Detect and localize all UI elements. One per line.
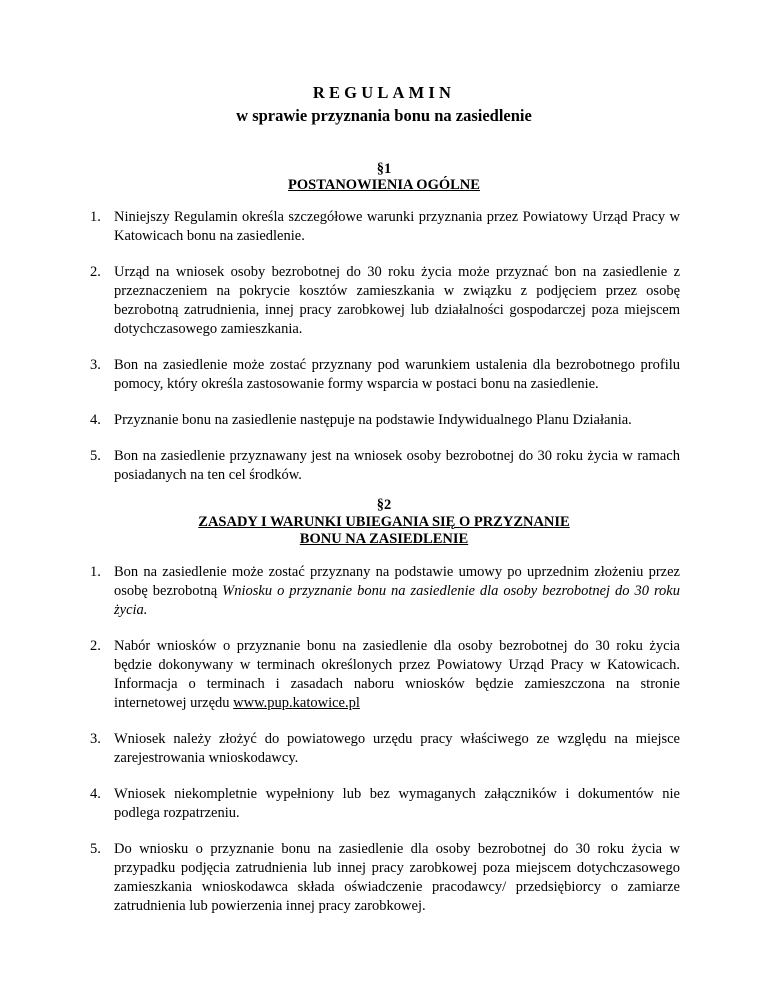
item-number: 2. (90, 638, 101, 654)
document-subtitle: w sprawie przyznania bonu na zasiedlenie (236, 106, 532, 125)
list-item (90, 785, 680, 823)
list-item (90, 730, 680, 768)
item-text: Przyznanie bonu na zasiedlenie następuje na podstawie Indywidualnego Planu Działania. (114, 412, 632, 428)
item-text: Urząd na wniosek osoby bezrobotnej do 30 roku życia może przyznać bon na zasiedlenie z przeznaczeniem na pokrycie kosztów zamieszkania w związku z podjęciem przez osobę bezrobotną zatrudnienia, innej pracy zarobkowej lub działalności gospodarczej poza miejscem dotychczasowego zamieszkania. (114, 264, 680, 337)
list-item (90, 263, 680, 339)
section-2-title-line-2 (0, 530, 768, 548)
document-title: REGULAMIN (312, 83, 456, 102)
item-number: 4. (90, 412, 101, 428)
item-text: Bon na zasiedlenie może zostać przyznany pod warunkiem ustalenia dla bezrobotnego profilu pomocy, który określa zastosowanie formy wsparcia w postaci bonu na zasiedlenie. (114, 357, 680, 392)
section-2-title-line-2-text: BONU NA ZASIEDLENIE (299, 531, 469, 547)
item-text: Do wniosku o przyznanie bonu na zasiedlenie dla osoby bezrobotnej do 30 roku życia w przypadku podjęcia zatrudnienia lub innej pracy zarobkowej poza miejscem dotychczasowego zamieszkania wnioskodawca składa oświadczenie pracodawcy/ przedsiębiorcy o zamiarze zatrudnienia lub powierzenia innej pracy zarobkowej. (114, 841, 680, 914)
section-2-title-line-1 (0, 513, 768, 531)
list-item (90, 840, 680, 916)
item-text: Nabór wniosków o przyznanie bonu na zasiedlenie dla osoby bezrobotnej do 30 roku życia będzie dokonywany w terminach określonych przez Powiatowy Urząd Pracy w Katowicach. Informacja o terminach i zasadach naboru wniosków będzie zamieszczona na stronie internetowej urzędu (114, 638, 680, 711)
section-2-title-line-1-text: ZASADY I WARUNKI UBIEGANIA SIĘ O PRZYZNANIE (198, 514, 570, 530)
section-1-list (90, 208, 680, 502)
item-number: 4. (90, 786, 101, 802)
list-item (90, 637, 680, 713)
item-number: 1. (90, 209, 101, 225)
item-number: 2. (90, 264, 101, 280)
list-item (90, 447, 680, 485)
list-item (90, 563, 680, 620)
section-2-list (90, 563, 680, 933)
item-text: Wniosek należy złożyć do powiatowego urzędu pracy właściwego ze względu na miejsce zarejestrowania wnioskodawcy. (114, 731, 680, 766)
item-text-italic: Wniosku o przyznanie bonu na zasiedlenie dla osoby bezrobotnej do 30 roku życia. (114, 583, 680, 618)
list-item (90, 411, 680, 430)
item-text: Bon na zasiedlenie może zostać przyznany na podstawie umowy po uprzednim złożeniu przez osobę bezrobotną (114, 564, 680, 599)
item-number: 5. (90, 448, 101, 464)
item-number: 3. (90, 731, 101, 747)
item-number: 1. (90, 564, 101, 580)
item-text: Bon na zasiedlenie przyznawany jest na wniosek osoby bezrobotnej do 30 roku życia w ramach posiadanych na ten cel środków. (114, 448, 680, 483)
item-number: 5. (90, 841, 101, 857)
section-1-title-text: POSTANOWIENIA OGÓLNE (288, 177, 480, 193)
list-item (90, 356, 680, 394)
section-1-title (0, 176, 768, 194)
item-text: Niniejszy Regulamin określa szczegółowe warunki przyznania przez Powiatowy Urząd Pracy w Katowicach bonu na zasiedlenie. (114, 209, 680, 244)
section-2-number: §2 (376, 497, 392, 513)
section-1-number: §1 (376, 161, 392, 177)
item-text: Wniosek niekompletnie wypełniony lub bez wymaganych załączników i dokumentów nie podlega rozpatrzeniu. (114, 786, 680, 821)
list-item (90, 208, 680, 246)
website-link[interactable]: www.pup.katowice.pl (233, 695, 360, 711)
item-number: 3. (90, 357, 101, 373)
